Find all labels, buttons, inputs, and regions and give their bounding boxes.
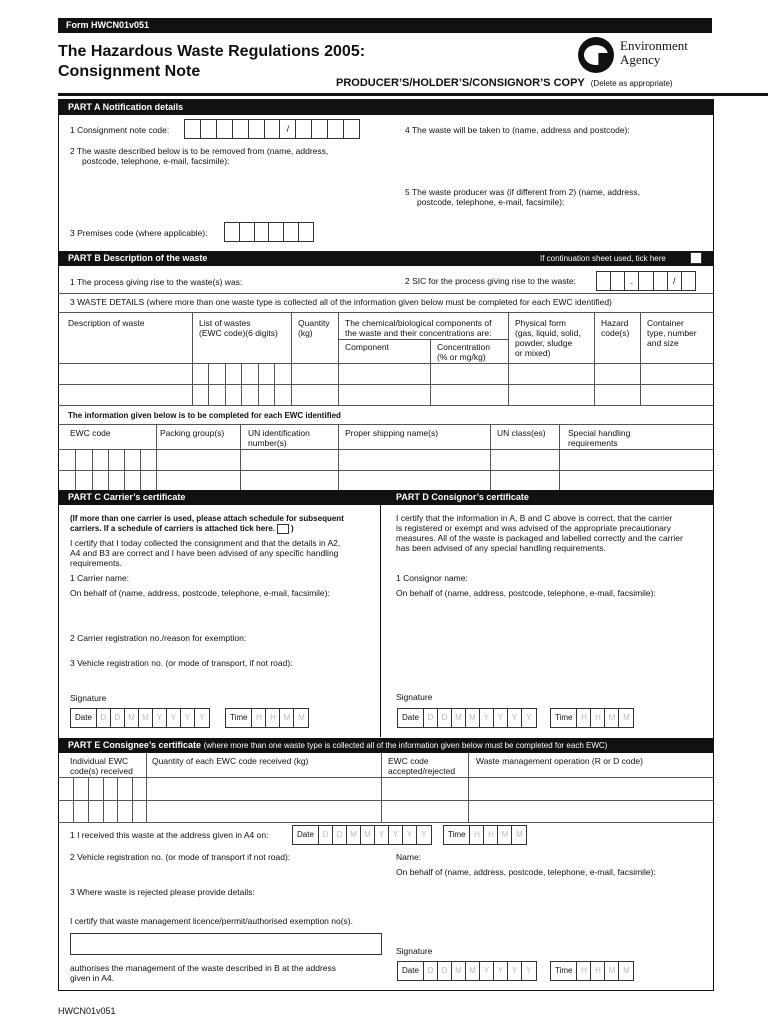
consignee-behalf-label: On behalf of (name, address, postcode, telephone, e-mail, facsimile):: [396, 867, 656, 877]
licence-input[interactable]: [70, 933, 382, 955]
consignee-signature-label: Signature: [396, 946, 433, 956]
col-physical: Physical form (gas, liquid, solid, powder, sludge or mixed): [515, 318, 581, 358]
authorises-text: authorises the management of the waste described in B at the address given in A4.: [70, 963, 337, 983]
part-a-q3: 3 Premises code (where applicable):: [70, 228, 208, 238]
part-a-q5b: postcode, telephone, e-mail, facsimile):: [417, 197, 565, 207]
part-e-title: PART E Consignee’s certificate: [68, 740, 202, 750]
col-un-class: UN class(es): [497, 428, 546, 438]
copy-label-text: PRODUCER’S/HOLDER’S/CONSIGNOR’S COPY: [336, 77, 585, 89]
consignor-time-input[interactable]: Time H H M M: [550, 708, 634, 728]
col-ewc-code: EWC code: [70, 428, 111, 438]
consignor-behalf-label: On behalf of (name, address, postcode, telephone, e-mail, facsimile):: [396, 588, 656, 598]
col-description: Description of waste: [68, 318, 145, 328]
part-a-q2b: postcode, telephone, e-mail, facsimile):: [82, 156, 230, 166]
sic-slash: /: [668, 272, 682, 290]
received-label: 1 I received this waste at the address given in A4 on:: [70, 830, 269, 840]
received-time-input[interactable]: Time H H M M: [443, 825, 527, 845]
col-shipping: Proper shipping name(s): [345, 428, 439, 438]
consignment-code-input[interactable]: [184, 119, 360, 139]
carrier-time-input[interactable]: Time H H M M: [225, 708, 309, 728]
copy-note: (Delete as appropriate): [590, 79, 673, 88]
copy-label: [336, 77, 673, 89]
col-individual-ewc: Individual EWC code(s) received: [70, 756, 133, 776]
part-b-header: PART B Description of the waste: [58, 251, 714, 266]
carrier-note: (If more than one carrier is used, please attach schedule for subsequent carriers. If a schedule of carriers is attached tick here. ): [70, 514, 344, 534]
consignor-date-input[interactable]: Date D D M M Y Y Y Y: [397, 708, 537, 728]
col-packing: Packing group(s): [160, 428, 225, 438]
agency-logo-icon: [578, 37, 614, 73]
carrier-cert: I certify that I today collected the consignment and that the details in A2, A4 and B3 are correct and I have been advised of any specific handling requirements.: [70, 538, 341, 568]
premises-code-input[interactable]: [224, 222, 314, 242]
col-concentration: Concentration (% or mg/kg): [437, 342, 490, 362]
ewc-note: The information given below is to be completed for each EWC identified: [68, 411, 341, 420]
part-a-q1: 1 Consignment note code:: [70, 125, 170, 135]
part-a-q5a: 5 The waste producer was (if different from 2) (name, address,: [405, 187, 640, 197]
carrier-date-input[interactable]: Date D D M M Y Y Y Y: [70, 708, 210, 728]
title-line-2: Consignment Note: [58, 63, 201, 80]
part-e-header: [58, 738, 714, 753]
schedule-checkbox[interactable]: [277, 524, 289, 534]
continuation-label: If continuation sheet used, tick here: [540, 254, 666, 263]
form-tag: Form HWCN01v051: [58, 18, 712, 33]
col-ewc-accepted: EWC code accepted/rejected: [388, 756, 456, 776]
col-container: Container type, number and size: [647, 318, 697, 348]
rejected-label: 3 Where waste is rejected please provide details:: [70, 887, 255, 897]
consignee-name-label: Name:: [396, 852, 422, 862]
col-component: Component: [345, 342, 389, 352]
col-hazard: Hazard code(s): [601, 318, 630, 338]
footer-code: HWCN01v051: [58, 1006, 116, 1016]
sic-code-input[interactable]: [596, 271, 696, 291]
continuation-checkbox[interactable]: [690, 252, 702, 264]
logo-line-2: Agency: [620, 52, 661, 67]
col-quantity: Quantity (kg): [298, 318, 330, 338]
carrier-reg-label: 2 Carrier registration no./reason for exemption:: [70, 633, 247, 643]
part-b-q2: 2 SIC for the process giving rise to the waste:: [405, 276, 577, 286]
vehicle-reg-label: 3 Vehicle registration no. (or mode of transport, if not road):: [70, 658, 293, 668]
carrier-behalf-label: On behalf of (name, address, postcode, telephone, e-mail, facsimile):: [70, 588, 330, 598]
col-chemical: The chemical/biological components of the waste and their concentrations are:: [345, 318, 492, 338]
title-line-1: The Hazardous Waste Regulations 2005:: [58, 43, 366, 60]
part-cd-header: [58, 490, 714, 505]
part-a-q4: 4 The waste will be taken to (name, address and postcode):: [405, 125, 630, 135]
licence-label: I certify that waste management licence/permit/authorised exemption no(s).: [70, 916, 353, 926]
consignee-date-input[interactable]: Date D D M M Y Y Y Y: [397, 961, 537, 981]
logo-line-1: Environment: [620, 38, 688, 53]
part-a-q2a: 2 The waste described below is to be removed from (name, address,: [70, 146, 329, 156]
received-date-input[interactable]: Date D D M M Y Y Y Y: [292, 825, 432, 845]
col-list-wastes: List of wastes (EWC code)(6 digits): [199, 318, 278, 338]
top-rule: [58, 93, 768, 96]
consignee-vehicle-label: 2 Vehicle registration no. (or mode of transport if not road):: [70, 852, 291, 862]
part-a-header: PART A Notification details: [58, 100, 714, 115]
part-c-header: PART C Carrier’s certificate: [68, 492, 186, 502]
code-slash: /: [280, 120, 296, 138]
page-title: [58, 42, 398, 82]
carrier-name-label: 1 Carrier name:: [70, 573, 130, 583]
part-b-q3: 3 WASTE DETAILS (where more than one waste type is collected all of the information given below must be completed for each EWC identified): [70, 297, 612, 307]
col-un-id: UN identification number(s): [248, 428, 310, 448]
part-e-note: (where more than one waste type is collected all of the information given below must be completed for each EWC): [203, 741, 608, 750]
consignor-signature-label: Signature: [396, 692, 433, 702]
consignor-name-label: 1 Consignor name:: [396, 573, 468, 583]
environment-agency-logo: [578, 37, 718, 73]
col-wmo: Waste management operation (R or D code): [476, 756, 643, 766]
part-b-q1: 1 The process giving rise to the waste(s) was:: [70, 277, 243, 287]
consignee-time-input[interactable]: Time H H M M: [550, 961, 634, 981]
part-d-header: PART D Consignor’s certificate: [396, 492, 529, 502]
col-qty-received: Quantity of each EWC code received (kg): [152, 756, 309, 766]
consignor-cert: I certify that the information in A, B and C above is correct, that the carrier is registered or exempt and was advised of the appropriate precautionary measures. All of the waste is packaged and labelled correctly and the carrier has been advised of any special handling requirements.: [396, 513, 683, 553]
col-special: Special handling requirements: [568, 428, 631, 448]
carrier-signature-label: Signature: [70, 693, 107, 703]
sic-dot: .: [625, 272, 639, 290]
